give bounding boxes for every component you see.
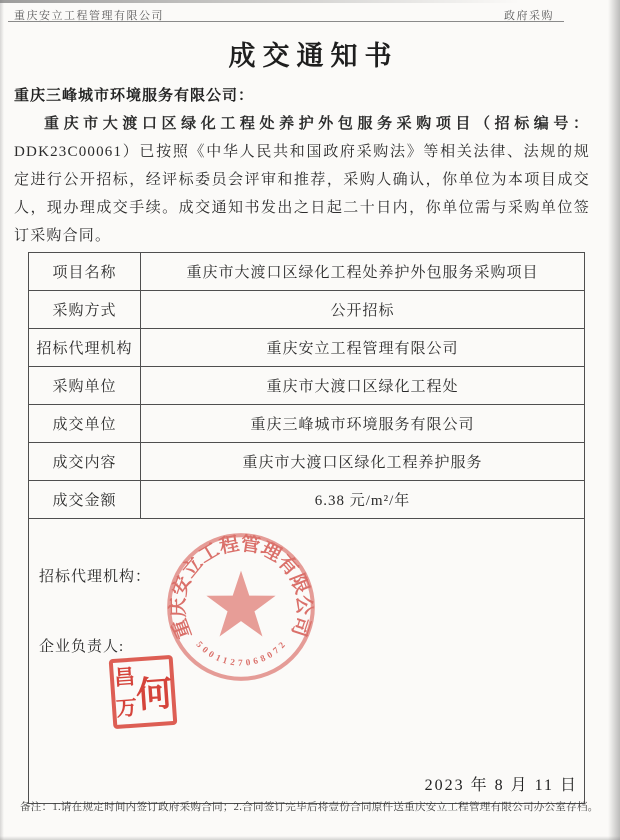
signature-table-body <box>29 519 585 804</box>
row-label: 采购方式 <box>29 291 141 329</box>
seal-right-column <box>134 659 174 723</box>
body-lead-line: 重庆市大渡口区绿化工程处养护外包服务采购项目（招标编号： <box>44 116 590 132</box>
stamp-star-icon <box>206 571 275 637</box>
company-round-stamp <box>155 521 327 693</box>
info-table-body <box>29 253 585 519</box>
header-company-name: 重庆安立工程管理有限公司 <box>14 10 164 22</box>
stamp-company-text: 重庆安立工程管理有限公司 <box>168 533 314 642</box>
agency-signature-label: 招标代理机构： <box>39 569 152 585</box>
scan-edge-right <box>608 0 620 840</box>
principal-signature-label: 企业负责人: <box>39 639 125 655</box>
row-label: 采购单位 <box>29 367 141 405</box>
scan-edge-left <box>0 0 4 840</box>
document-title: 成交通知书 <box>228 41 399 71</box>
row-label: 项目名称 <box>29 253 141 291</box>
row-label: 成交单位 <box>29 405 141 443</box>
table-row <box>29 329 585 367</box>
row-value: 重庆市大渡口区绿化工程养护服务 <box>141 443 585 481</box>
row-label: 招标代理机构 <box>29 329 141 367</box>
stamp-number-text: 5001127068072 <box>194 639 287 668</box>
seal-char-right: 何 <box>134 672 174 715</box>
row-label: 成交内容 <box>29 443 141 481</box>
table-row <box>29 291 585 329</box>
addressee-line: 重庆三峰城市环境服务有限公司： <box>14 88 255 104</box>
row-value: 6.38 元/m²/年 <box>141 481 585 519</box>
header-divider <box>8 21 564 22</box>
table-row <box>29 367 585 405</box>
row-value: 公开招标 <box>141 291 585 329</box>
seal-char-left-top: 昌 <box>113 664 136 690</box>
table-row <box>29 443 585 481</box>
seal-char-left-bottom: 万 <box>115 695 138 721</box>
body-paragraph <box>14 110 590 250</box>
row-value: 重庆市大渡口区绿化工程处养护外包服务采购项目 <box>141 253 585 291</box>
signature-cell <box>29 519 585 804</box>
scan-edge-bottom <box>0 836 620 840</box>
row-value: 重庆三峰城市环境服务有限公司 <box>141 405 585 443</box>
document-date: 2023 年 8 月 11 日 <box>424 777 578 794</box>
table-row <box>29 481 585 519</box>
signature-row <box>29 519 585 804</box>
row-value: 重庆市大渡口区绿化工程处 <box>141 367 585 405</box>
svg-text:5001127068072 <box>194 639 287 667</box>
header-category-label: 政府采购 <box>504 10 554 22</box>
award-info-table <box>28 252 585 804</box>
table-row <box>29 405 585 443</box>
scan-edge-top <box>0 0 520 3</box>
row-value: 重庆安立工程管理有限公司 <box>141 329 585 367</box>
row-label: 成交金额 <box>29 481 141 519</box>
table-row <box>29 253 585 291</box>
body-text: DDK23C00061）已按照《中华人民共和国政府采购法》等相关法律、法规的规定进行公开招标，经评标委员会评审和推荐，采购人确认，你单位为本项目成交人，现办理成交手续。成交通知书发出之日起二十日内，你单位需与采购单位签订采购合同。 <box>14 144 590 244</box>
personal-name-seal <box>109 655 178 729</box>
footer-note: 备注：1.请在规定时间内签订政府采购合同；2.合同签订完毕后将壹份合同原件送重庆安立工程管理有限公司办公室存档。 <box>20 802 599 813</box>
